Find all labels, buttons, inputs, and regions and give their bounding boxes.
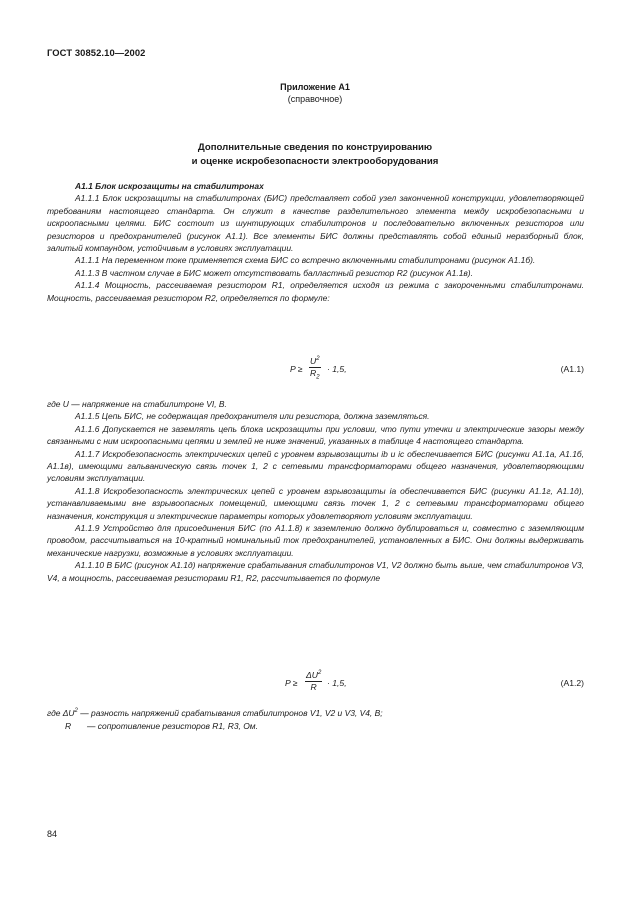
formula-a1-2 (47, 670, 584, 698)
formula-lhs: P ≥ (285, 678, 298, 688)
text-block-2 (47, 398, 584, 584)
formula-multiplier: · 1,5, (327, 364, 347, 374)
section-heading-line-2: и оценке искробезопасности электрооборудования (191, 156, 439, 167)
appendix-subtitle: (справочное) (287, 94, 343, 104)
formula-a1-1 (47, 356, 584, 384)
formula-denominator: R (305, 681, 322, 693)
subsection-title: А1.1 Блок искрозащиты на стабилитронах (75, 181, 264, 191)
formula-multiplier: · 1,5, (327, 678, 347, 688)
definition-delta-u: где $\Delta U^2$ — разность напряжений срабатывания стабилитронов V1, V2 и V3, V4, В; (47, 708, 383, 718)
appendix-title: Приложение А1 (280, 82, 350, 92)
formula-number: (А1.2) (560, 678, 584, 688)
section-heading-line-1: Дополнительные сведения по конструированию (197, 142, 433, 153)
paragraph: А1.1.4 Мощность, рассеиваемая резистором R1, определяется исходя из режима с закороченными стабилитронами. Мощность, рассеиваемая резистором R2, определяется по формуле: (47, 280, 584, 303)
paragraph: А1.1.1 На переменном токе применяется схема БИС со встречно включенными стабилитронами (рисунок А1.1б). (75, 255, 536, 266)
formula-number: (А1.1) (560, 364, 584, 374)
formula-numerator: $U^2$ (310, 356, 320, 366)
paragraph: А1.1.10 В БИС (рисунок А1.1д) напряжение срабатывания стабилитронов V1, V2 должно быть выше, чем стабилитронов V3, V4, а мощность, рассеиваемая резисторами R1, R2, рассчитывается по формуле (47, 560, 584, 583)
paragraph: А1.1.8 Искробезопасность электрических цепей с уровнем взрывозащиты ia обеспечивается БИС (рисунки А1.1г, А1.1д), устанавливаемыми вне взрывоопасных помещений, имеющими связь точек 1, 2 с сетевыми трансформаторами общего назначения, конструкция и электрические параметры которых удовлетворяют условиям эксплуатации. (47, 485, 584, 521)
paragraph: А1.1.1 Блок искрозащиты на стабилитронах (БИС) представляет собой узел законченной конструкции, удовлетворяющей требованиям настоящего стандарта. Он служит в качестве разделительного элемента между искробезопасными и искроопасными целями. БИС состоит из шунтирующих стабилитронов и последовательно включенных резисторов или резисторов и предохранителей (рисунок А1.1). Все элементы БИС должны представлять собой единый неразборный блок, залитый компаундом, устойчивым в условиях эксплуатации. (47, 193, 584, 254)
paragraph: А1.1.5 Цепь БИС, не содержащая предохранителя или резистора, должна заземляться. (75, 411, 430, 422)
formula-fraction (309, 356, 321, 379)
formula-fraction (305, 670, 322, 693)
definitions (47, 707, 584, 733)
formula-numerator: $\Delta U^2$ (306, 670, 322, 680)
paragraph: А1.1.3 В частном случае в БИС может отсутствовать балластный резистор R2 (рисунок А1.1в). (75, 267, 473, 278)
paragraph: А1.1.6 Допускается не заземлять цепь блока искрозащиты при условии, что пути утечки и электрические зазоры между связанными с ним искроопасными цепями и землей не ниже значений, указанных в таблице 4 настоящего стандарта. (47, 423, 584, 447)
document-code: ГОСТ 30852.10—2002 (47, 47, 146, 58)
page-number: 84 (47, 829, 58, 839)
paragraph: А1.1.9 Устройство для присоединения БИС (по А1.1.8) к заземлению должно дублироваться и, совместно с заземляющим проводом, рассчитываться на 10-кратный номинальный ток предохранителей, установленных в БИС. Они должны выдерживать механические нагрузки, возможные в условиях эксплуатации. (47, 523, 584, 558)
formula-lhs: P ≥ (290, 364, 303, 374)
paragraph: А1.1.7 Искробезопасность электрических цепей с уровнем взрывозащиты ib и ic обеспечивается БИС (рисунки А1.1а, А1.1б, А1.1в), имеющими гальваническую связь точек 1, 2 с сетевыми трансформаторами общего назначения, удовлетворяющими условиям эксплуатации. (47, 448, 584, 484)
paragraph: где U — напряжение на стабилитроне VI, В. (47, 399, 227, 409)
text-block-1 (47, 180, 584, 304)
definition-r: R — сопротивление резисторов R1, R3, Ом. (65, 721, 258, 731)
formula-denominator: $R_2$ (310, 368, 320, 381)
